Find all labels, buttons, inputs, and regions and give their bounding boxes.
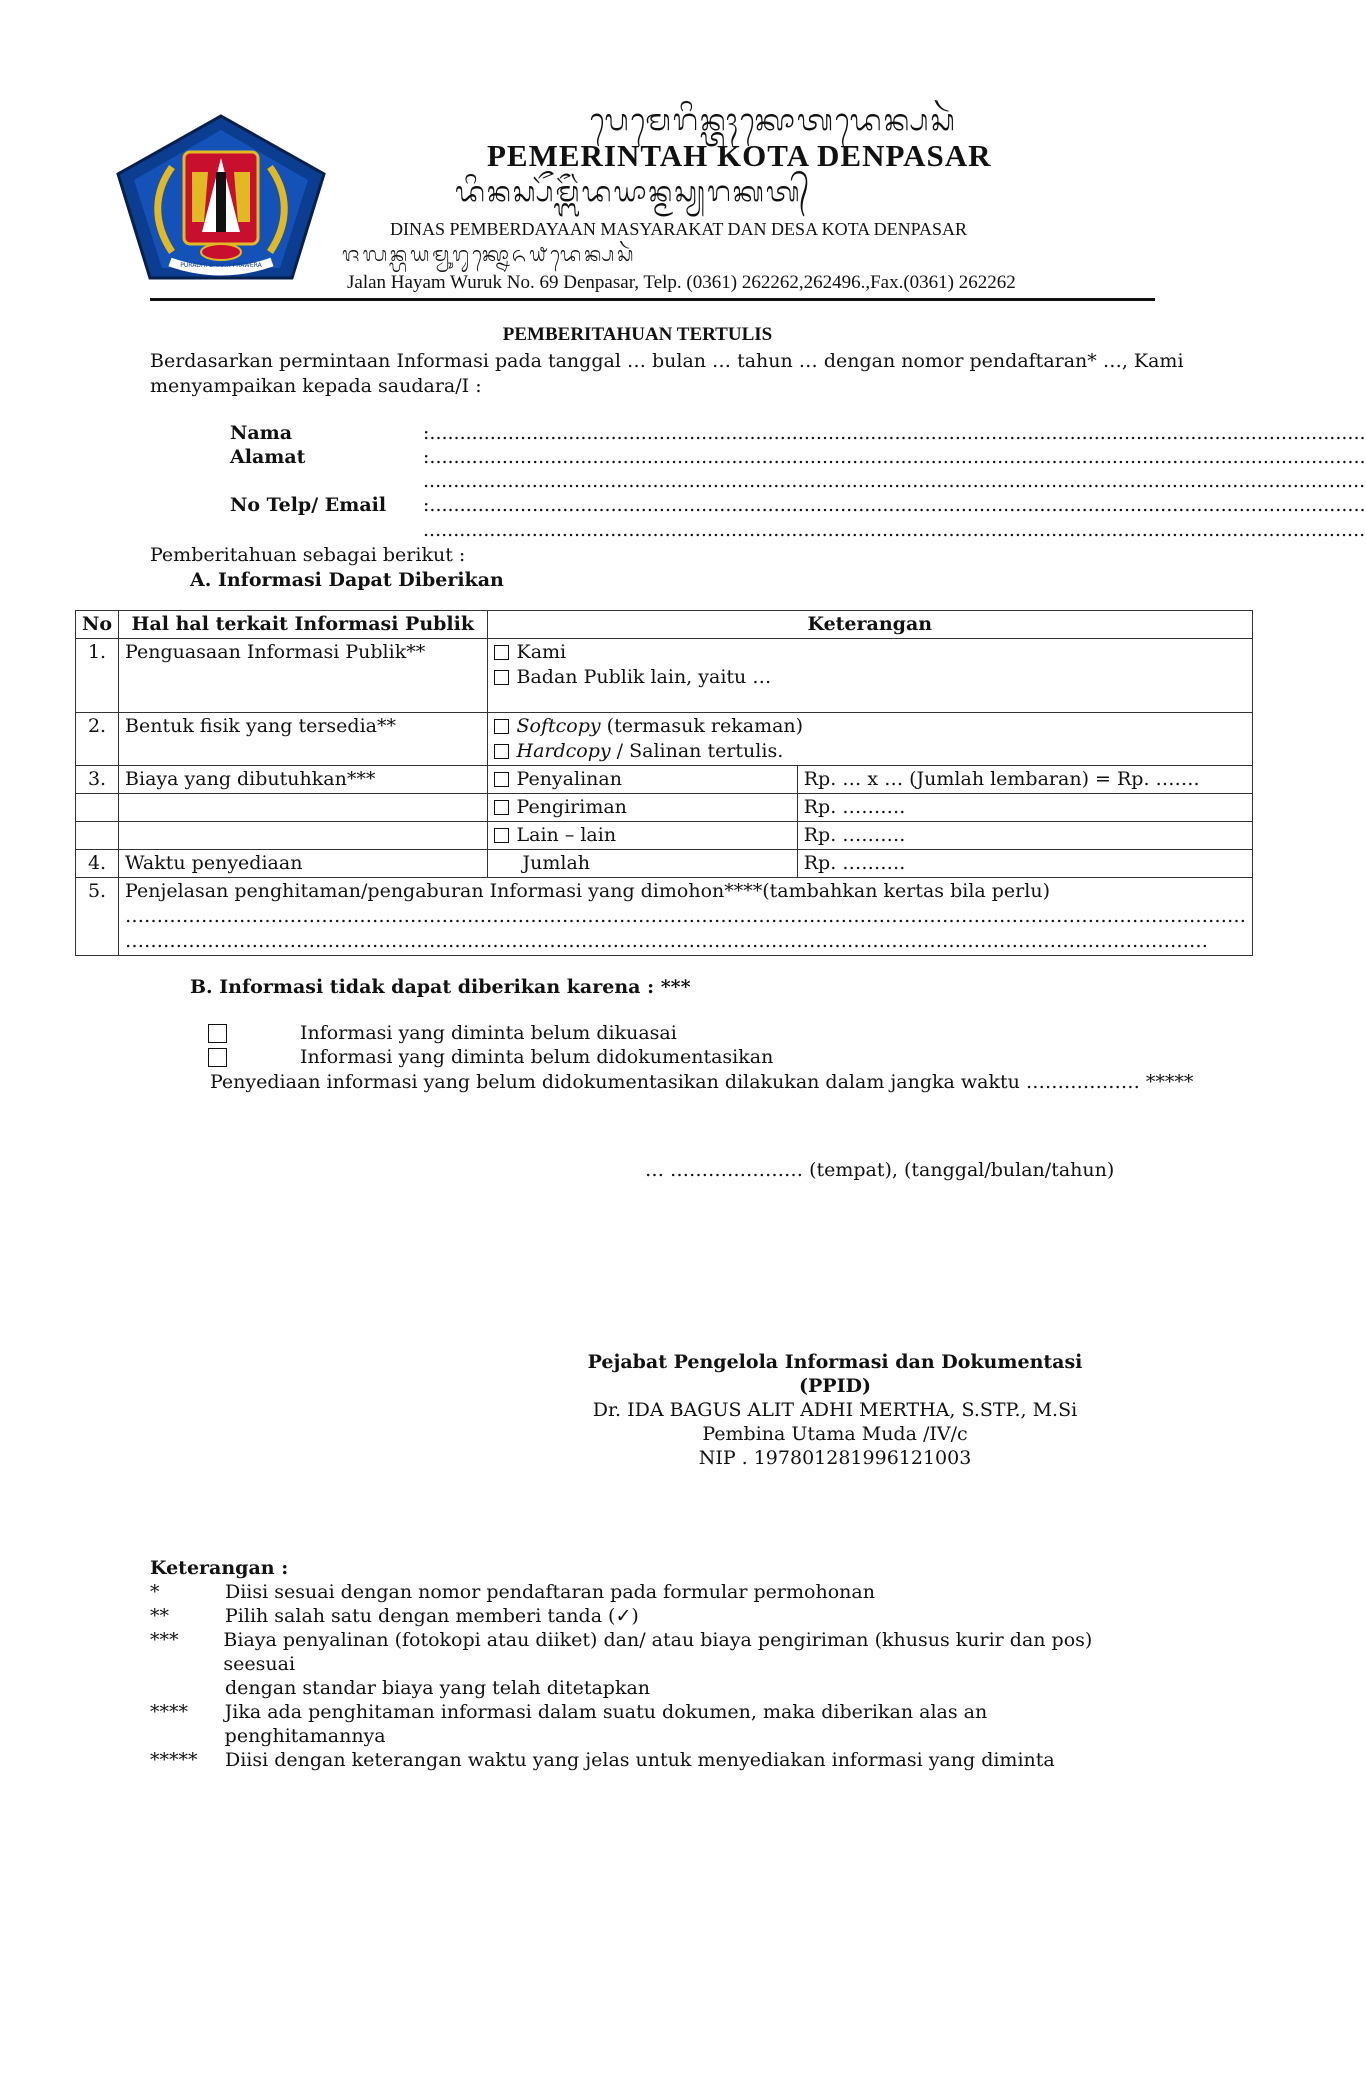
option-label-em: Softcopy xyxy=(516,715,601,737)
note-text: Diisi dengan keterangan waktu yang jelas untuk menyediakan informasi yang diminta xyxy=(225,1749,1055,1771)
note-text: Pilih salah satu dengan memberi tanda (✓) xyxy=(225,1605,639,1627)
signer-rank: Pembina Utama Muda /IV/c xyxy=(702,1423,968,1445)
table-row xyxy=(76,850,1253,878)
note-mark: * xyxy=(150,1581,160,1603)
row-no: 1. xyxy=(76,639,119,713)
checkbox[interactable] xyxy=(494,645,509,660)
option-not-possessed: Informasi yang diminta belum dikuasai xyxy=(300,1022,677,1044)
note-mark: ***** xyxy=(150,1749,198,1771)
intro-line-1: Berdasarkan permintaan Informasi pada tanggal … bulan … tahun … dengan nomor pendaftaran* …, Kami xyxy=(150,350,1184,372)
provision-note: Penyediaan informasi yang belum didokumentasikan dilakukan dalam jangka waktu ……………… ***** xyxy=(210,1071,1194,1093)
checkbox[interactable] xyxy=(494,800,509,815)
table-row xyxy=(76,639,1253,713)
row-value: Rp. … x … (Jumlah lembaran) = Rp. ……. xyxy=(797,766,1252,794)
telp-email-label: No Telp/ Email xyxy=(230,494,387,516)
table-row xyxy=(76,794,1253,822)
table-row xyxy=(76,822,1253,850)
option-label: (termasuk rekaman) xyxy=(600,715,804,737)
row-value: Rp. ………. xyxy=(797,850,1252,878)
row-option: Jumlah xyxy=(487,850,797,878)
row-no: 5. xyxy=(76,878,119,956)
row-item: Penguasaan Informasi Publik** xyxy=(119,639,487,713)
row-item xyxy=(119,822,487,850)
list-item xyxy=(150,1580,1150,1604)
letterhead-rule xyxy=(150,298,1155,301)
nama-field[interactable]: :........................................................................................................................................................... xyxy=(423,422,1366,444)
option-label: Kami xyxy=(516,641,567,663)
option-label: Pengiriman xyxy=(516,796,627,818)
row-item xyxy=(119,794,487,822)
section-a-heading: A. Informasi Dapat Diberikan xyxy=(190,569,504,591)
explanation-text: Penjelasan penghitaman/pengaburan Informasi yang dimohon****(tambahkan kertas bila perlu) xyxy=(125,880,1050,902)
list-item xyxy=(150,1700,1150,1748)
row-no: 2. xyxy=(76,713,119,766)
place-date: … ………………… (tempat), (tanggal/bulan/tahun) xyxy=(645,1159,1115,1181)
row-value: Rp. ………. xyxy=(797,822,1252,850)
intro-line-2: menyampaikan kepada saudara/I : xyxy=(150,375,482,397)
alamat-field[interactable]: :........................................................................................................................................................... xyxy=(423,446,1366,468)
row-explanation xyxy=(119,878,1253,956)
kota-denpasar-emblem xyxy=(112,112,330,282)
row-item: Waktu penyediaan xyxy=(119,850,487,878)
note-text: Biaya penyalinan (fotokopi atau diiket) dan/ atau biaya pengiriman (khusus kurir dan pos) seesuai xyxy=(223,1629,1093,1675)
balinese-script-top: ᬧᬾᬫᬾᬭᬶᬦ᭄ᬢᬄᬓᭀᬢᬤᬾᬦ᭄ᬧᬲᬃ xyxy=(590,103,957,138)
signer-role: Pejabat Pengelola Informasi dan Dokumentasi (PPID) xyxy=(587,1351,1083,1397)
checkbox[interactable] xyxy=(208,1024,227,1043)
note-text: dengan standar biaya yang telah ditetapkan xyxy=(225,1677,651,1699)
option-label: / Salinan tertulis. xyxy=(610,740,784,762)
nama-label: Nama xyxy=(230,422,293,444)
col-header-no: No xyxy=(76,611,119,639)
row-no: 3. xyxy=(76,766,119,794)
section-b-heading: B. Informasi tidak dapat diberikan karena : *** xyxy=(190,976,691,998)
note-mark: **** xyxy=(150,1701,188,1723)
option-label: Lain – lain xyxy=(516,824,617,846)
row-options xyxy=(487,639,1253,713)
agency-name: DINAS PEMBERDAYAAN MASYARAKAT DAN DESA KOTA DENPASAR xyxy=(390,219,967,239)
notice-intro: Pemberitahuan sebagai berikut : xyxy=(150,544,466,566)
alamat-label: Alamat xyxy=(230,446,306,468)
note-text: Jika ada penghitaman informasi dalam suatu dokumen, maka diberikan alas an penghitamannya xyxy=(224,1701,988,1747)
list-item xyxy=(150,1748,1150,1772)
table-row xyxy=(76,766,1253,794)
note-mark xyxy=(150,1676,225,1700)
table-row xyxy=(76,713,1253,766)
checkbox[interactable] xyxy=(208,1048,227,1067)
col-header-hal: Hal hal terkait Informasi Publik xyxy=(119,611,487,639)
document-title: PEMBERITAHUAN TERTULIS xyxy=(502,324,773,345)
row-options xyxy=(487,713,1253,766)
checkbox[interactable] xyxy=(494,744,509,759)
notes-list xyxy=(150,1580,1150,1772)
balinese-script-mid: ᬤᬶᬦᬲ᭄ᬧᭂᬫ᭄ᬩᭂᬃᬤᬬᬵᬦ᭄ᬫᬲ᭄ᬬᬭᬓᬢ᭄ xyxy=(455,175,812,208)
signer-name: Dr. IDA BAGUS ALIT ADHI MERTHA, S.STP., M.Si xyxy=(592,1399,1078,1421)
balinese-script-bottom: ᬚᬮᬦ᭄ᬳᬬᬫ᭄ᬯᬸᬭᬸᬓ᭄ᬦᭀ᭖᭙ᬤᬾᬦ᭄ᬧᬲᬃ xyxy=(342,242,637,266)
notes-title: Keterangan : xyxy=(150,1557,289,1579)
checkbox[interactable] xyxy=(494,772,509,787)
note-text: Diisi sesuai dengan nomor pendaftaran pada formular permohonan xyxy=(225,1581,875,1603)
option-not-documented: Informasi yang diminta belum didokumentasikan xyxy=(300,1046,774,1068)
option-label-em: Hardcopy xyxy=(516,740,611,762)
row-no xyxy=(76,822,119,850)
government-title: PEMERINTAH KOTA DENPASAR xyxy=(487,138,992,173)
checkbox[interactable] xyxy=(494,670,509,685)
explanation-dots[interactable]: ……………………………………………………………………………………………………………………………………………………… xyxy=(125,930,1209,952)
explanation-dots[interactable]: …………………………………………………………………………………………………………………………………………………………… xyxy=(125,905,1247,927)
logo xyxy=(112,112,330,282)
alamat-field-line-2[interactable]: ............................................................................................................................................................ xyxy=(423,470,1366,492)
signer-nip: NIP . 197801281996121003 xyxy=(698,1447,972,1469)
checkbox[interactable] xyxy=(494,719,509,734)
col-header-keterangan: Keterangan xyxy=(487,611,1253,639)
table-row xyxy=(76,878,1253,956)
information-table xyxy=(75,610,1253,956)
list-item xyxy=(150,1628,1150,1676)
row-option xyxy=(487,766,797,794)
row-option xyxy=(487,794,797,822)
row-value: Rp. ………. xyxy=(797,794,1252,822)
table-header-row xyxy=(76,611,1253,639)
row-no: 4. xyxy=(76,850,119,878)
note-mark: *** xyxy=(150,1629,179,1651)
row-item: Biaya yang dibutuhkan*** xyxy=(119,766,487,794)
row-item: Bentuk fisik yang tersedia** xyxy=(119,713,487,766)
checkbox[interactable] xyxy=(494,828,509,843)
note-mark: ** xyxy=(150,1605,169,1627)
row-no xyxy=(76,794,119,822)
list-item xyxy=(150,1676,1150,1700)
list-item xyxy=(150,1604,1150,1628)
telp-email-field-line-2[interactable]: ............................................................................................................................................................ xyxy=(423,519,1366,541)
signature-block xyxy=(560,1350,1110,1470)
row-option xyxy=(487,822,797,850)
logo-motto: PURADHI BHAKTI PRAWERA xyxy=(180,262,262,269)
option-label: Badan Publik lain, yaitu … xyxy=(516,666,772,688)
agency-address: Jalan Hayam Wuruk No. 69 Denpasar, Telp. (0361) 262262,262496.,Fax.(0361) 262262 xyxy=(347,272,1016,293)
option-label: Penyalinan xyxy=(516,768,622,790)
telp-email-field[interactable]: :........................................................................................................................................................... xyxy=(423,494,1366,516)
